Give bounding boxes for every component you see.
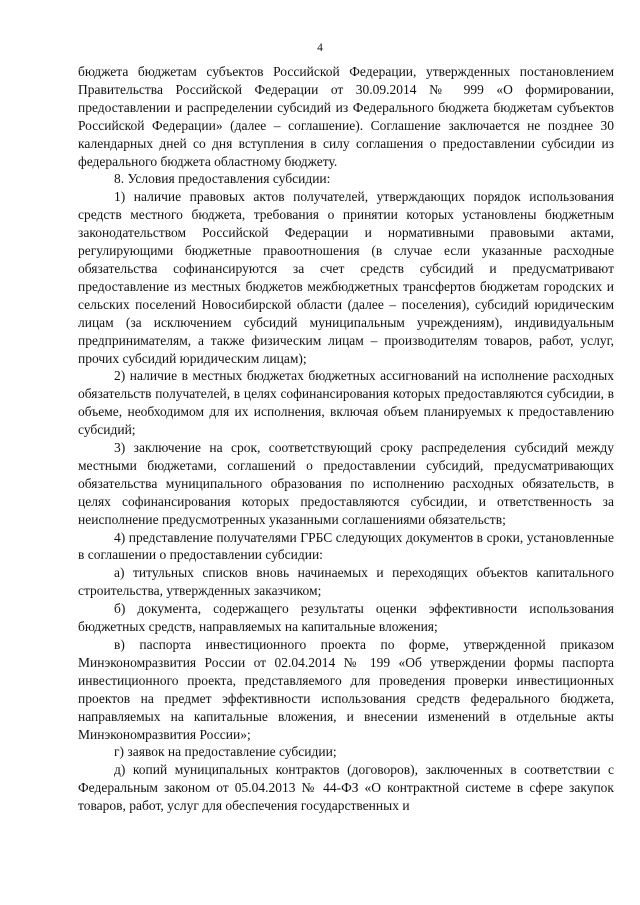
paragraph-item-g: г) заявок на предоставление субсидии; bbox=[114, 744, 337, 760]
paragraph-condition-2: 2) наличие в местных бюджетах бюджетных ассигнований на исполнение расходных обязательств получателей, в целях софинансирования которых предоставляются субсидии, в объеме, необходимом для их исполнения, включая объем планируемых к предоставлению субсидий; bbox=[78, 368, 614, 438]
paragraph-item-a: а) титульных списков вновь начинаемых и переходящих объектов капитального строительства, утвержденных заказчиком; bbox=[78, 565, 614, 599]
paragraph-condition-3: 3) заключение на срок, соответствующий сроку распределения субсидий между местными бюджетами, соглашений о предоставлении субсидий, предусматривающих обязательства муниципального образования по исполнению расходных обязательств, в целях софинансирования которых предоставляются субсидии, и ответственность за неисполнение предусмотренных указанными соглашениями обязательств; bbox=[78, 440, 614, 527]
page-number: 4 bbox=[317, 42, 323, 54]
paragraph-condition-4: 4) представление получателями ГРБС следующих документов в сроки, установленные в соглашении о предоставлении субсидии: bbox=[78, 529, 614, 563]
paragraph-item-d: д) копий муниципальных контрактов (договоров), заключенных в соответствии с Федеральным законом от 05.04.2013 № 44-ФЗ «О контрактной системе в сфере закупок товаров, работ, услуг для обеспечения государственных и bbox=[78, 762, 614, 814]
paragraph-condition-1: 1) наличие правовых актов получателей, утверждающих порядок использования средств местного бюджета, требования о принятии которых установлены бюджетным законодательством Российской Федерации и нормативными правовыми актами, регулирующими бюджетные правоотношения (в случае если указанные расходные обязательства софинансируются за счет средств субсидий и предусматривают предоставление из местных бюджетов межбюджетных трансфертов бюджетам городских и сельских поселений Новосибирской области (далее – поселения), субсидий юридическим лицам (за исключением субсидий муниципальным учреждениям), индивидуальным предпринимателям, а также физическим лицам – производителям товаров, работ, услуг, прочих субсидий юридическим лицам); bbox=[78, 189, 614, 366]
paragraph-continuation: бюджета бюджетам субъектов Российской Федерации, утвержденных постановлением Правительства Российской Федерации от 30.09.2014 № 999 «О формировании, предоставлении и распределении субсидий из Федерального бюджета бюджетам субъектов Российской Федерации» (далее – соглашение). Соглашение заключается не позднее 30 календарных дней со дня вступления в силу соглашения о предоставлении субсидии из федерального бюджета областному бюджету. bbox=[78, 64, 614, 169]
paragraph-item-b: б) документа, содержащего результаты оценки эффективности использования бюджетных средств, направляемых на капитальные вложения; bbox=[78, 601, 614, 635]
document-body bbox=[78, 63, 614, 815]
paragraph-section-8-heading: 8. Условия предоставления субсидии: bbox=[114, 171, 331, 187]
paragraph-item-v: в) паспорта инвестиционного проекта по форме, утвержденной приказом Минэкономразвития России от 02.04.2014 № 199 «Об утверждении формы паспорта инвестиционного проекта, представляемого для проведения проверки инвестиционных проектов на предмет эффективности использования средств федерального бюджета, направляемых на капитальные вложения, и внесении изменений в отдельные акты Минэкономразвития России»; bbox=[78, 637, 614, 742]
